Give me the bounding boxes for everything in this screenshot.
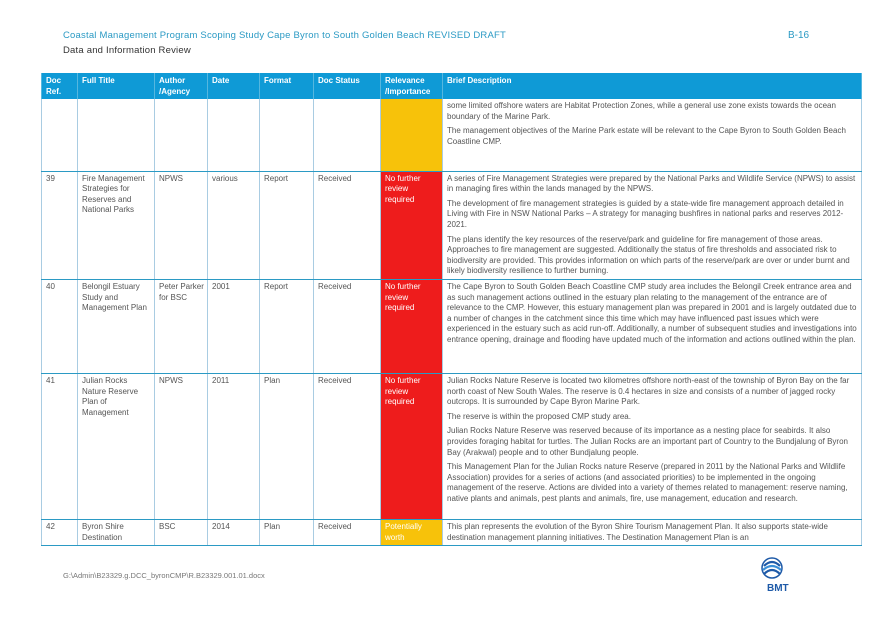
- cell-doc-status: Received: [314, 520, 381, 546]
- description-paragraph: The management objectives of the Marine Park estate will be relevant to the Cape Byron to South Golden Beach Coastline CMP.: [447, 126, 846, 146]
- cell-format: Plan: [260, 374, 314, 520]
- logo-wordmark: BMT: [767, 583, 789, 594]
- cell-relevance: [381, 99, 443, 171]
- description-paragraph: This plan represents the evolution of the Byron Shire Tourism Management Plan. It also supports state-wide destination management planning initiatives. The Destination Management Plan is an: [447, 522, 828, 542]
- cell-brief-description: [443, 171, 862, 279]
- header-doc-ref: Doc Ref.: [42, 73, 78, 99]
- description-paragraph: The Cape Byron to South Golden Beach Coastline CMP study area includes the Belongil Creek entrance area and as such management actions outlined in the estuary plan relating to the management of the entrance are of relevance to the CMP. However, this estuary management plan was prepared in 2001 and is largely outdated due to a number of changes in the catchment since this time which may have influenced past issues which were experienced in the estuary such as acid run-off. Additionally, a number of subsequent studies and investigations into entrance opening, drainage and flooding have updated much of the information and actions outlined within the plan.: [447, 282, 857, 344]
- document-header-title: Coastal Management Program Scoping Study Cape Byron to South Golden Beach REVISED DRAFT: [63, 30, 507, 41]
- cell-relevance: No further review required: [381, 171, 443, 279]
- section-subtitle: Data and Information Review: [63, 45, 191, 56]
- cell-brief-description: [443, 374, 862, 520]
- description-paragraph: This Management Plan for the Julian Rocks nature Reserve (prepared in 2011 by the National Parks and Wildlife Association) provides for a series of actions (and associated priorities) to be implemented in the ongoing management of the reserve. Actions are divided into a variety of themes related to management: reserve naming, native plants and animals, pest plants and animals, fire, use management, education and research.: [447, 462, 848, 503]
- cell-date: 2014: [208, 520, 260, 546]
- cell-doc-ref: 39: [42, 171, 78, 279]
- description-paragraph: Julian Rocks Nature Reserve was reserved because of its importance as a nesting place for seabirds. It also provides foraging habitat for turtles. The Julian Rocks are an important part of Country to the Bundjalung of Byron Bay (Arakwal) people and to other Bundjalung people.: [447, 426, 848, 457]
- cell-format: Plan: [260, 520, 314, 546]
- cell-doc-status: Received: [314, 280, 381, 374]
- cell-relevance: No further review required: [381, 374, 443, 520]
- description-paragraph: The plans identify the key resources of the reserve/park and guideline for fire management of those areas. Approaches to fire management are suggested. Additionally the status of fire thresholds and associated risk to biodiversity are provided. This provides information on which parts of the reserve/park are over or under burnt and likely biodiversity resilience to further burning.: [447, 234, 850, 276]
- cell-format: [260, 99, 314, 171]
- cell-full-title: Julian Rocks Nature Reserve Plan of Management: [78, 374, 155, 520]
- cell-doc-ref: 40: [42, 280, 78, 374]
- description-paragraph: The reserve is within the proposed CMP study area.: [447, 411, 631, 421]
- cell-date: 2011: [208, 374, 260, 520]
- cell-full-title: Belongil Estuary Study and Management Plan: [78, 280, 155, 374]
- cell-format: Report: [260, 171, 314, 279]
- cell-doc-status: Received: [314, 171, 381, 279]
- header-doc-status: Doc Status: [314, 73, 381, 99]
- header-brief-description: Brief Description: [443, 73, 862, 99]
- table-row: [42, 280, 862, 374]
- table-row: [42, 520, 862, 546]
- cell-full-title: [78, 99, 155, 171]
- header-format: Format: [260, 73, 314, 99]
- cell-brief-description: [443, 99, 862, 171]
- cell-author: BSC: [155, 520, 208, 546]
- description-paragraph: some limited offshore waters are Habitat Protection Zones, while a general use zone exists towards the ocean boundary of the Marine Park.: [447, 101, 836, 121]
- cell-doc-ref: 42: [42, 520, 78, 546]
- table-row: [42, 99, 862, 171]
- cell-doc-status: Received: [314, 374, 381, 520]
- description-paragraph: Julian Rocks Nature Reserve is located two kilometres offshore north-east of the township of Byron Bay on the far north coast of New South Wales. The reserve is 0.4 hectares in size and consists of a number of jagged rocky outcrops. It is surrounded by Cape Byron Marine Park.: [447, 376, 850, 407]
- table-row: [42, 374, 862, 520]
- table-row: [42, 171, 862, 279]
- cell-full-title: Byron Shire Destination: [78, 520, 155, 546]
- cell-brief-description: [443, 280, 862, 374]
- description-paragraph: The development of fire management strategies is guided by a state-wide fire management approach detailed in Living with Fire in NSW National Parks – A strategy for managing bushfires in national parks and reserves 2012-2021.: [447, 198, 844, 230]
- cell-doc-status: [314, 99, 381, 171]
- cell-relevance: Potentially worth: [381, 520, 443, 546]
- data-review-table: [41, 73, 862, 546]
- cell-author: NPWS: [155, 171, 208, 279]
- cell-brief-description: [443, 520, 862, 546]
- cell-date: various: [208, 171, 260, 279]
- bmt-swirl-icon: [752, 556, 792, 584]
- cell-author: NPWS: [155, 374, 208, 520]
- table-header-row: [42, 73, 862, 99]
- file-path: G:\Admin\B23329.g.DCC_byronCMP\R.B23329.001.01.docx: [63, 571, 265, 580]
- header-date: Date: [208, 73, 260, 99]
- cell-full-title: Fire Management Strategies for Reserves and National Parks: [78, 171, 155, 279]
- cell-author: [155, 99, 208, 171]
- header-relevance: Relevance /Importance: [381, 73, 443, 99]
- cell-date: [208, 99, 260, 171]
- cell-format: Report: [260, 280, 314, 374]
- header-full-title: Full Title: [78, 73, 155, 99]
- page-number: B-16: [788, 30, 810, 41]
- header-author: Author /Agency: [155, 73, 208, 99]
- cell-relevance: No further review required: [381, 280, 443, 374]
- cell-doc-ref: [42, 99, 78, 171]
- cell-doc-ref: 41: [42, 374, 78, 520]
- description-paragraph: A series of Fire Management Strategies were prepared by the National Parks and Wildlife Service (NPWS) to assist in managing fires within the lands managed by the NPWS.: [447, 173, 856, 194]
- cell-author: Peter Parker for BSC: [155, 280, 208, 374]
- cell-date: 2001: [208, 280, 260, 374]
